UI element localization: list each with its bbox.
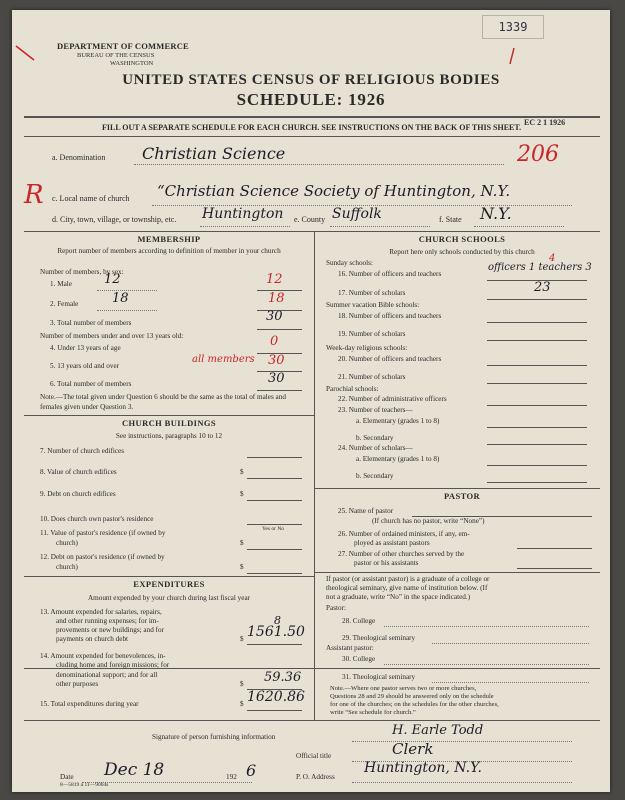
q13-dollar: $ <box>240 635 244 643</box>
total6-label: 6. Total number of members <box>50 380 132 388</box>
church-name-label: c. Local name of church <box>52 194 130 203</box>
pastor-note-line-4: write “See schedule for church.” <box>330 709 416 716</box>
summer-schools-label: Summer vacation Bible schools: <box>326 301 420 309</box>
membership-intro: Report number of members according to definition of member in your church <box>57 247 281 255</box>
bureau-label: BUREAU OF THE CENSUS <box>77 52 155 59</box>
total-members-label: 3. Total number of members <box>50 319 132 327</box>
q11-dollar: $ <box>240 539 244 547</box>
q8-label: 8. Value of church edifices <box>40 468 117 476</box>
assistant-pastor-subhead: Assistant pastor: <box>326 644 374 652</box>
census-schedule-sheet <box>12 10 610 792</box>
form-number: 8—5819 a 11—9064s <box>60 782 109 788</box>
q12-dollar: $ <box>240 563 244 571</box>
q18-label: 18. Number of officers and teachers <box>338 312 442 320</box>
city-town-value: Huntington <box>202 206 284 222</box>
q24-label: 24. Number of scholars— <box>338 444 413 452</box>
q29-label: 29. Theological seminary <box>342 634 416 642</box>
red-r-mark: R <box>24 180 44 210</box>
age-breakdown-label: Number of members under and over 13 years old: <box>40 332 184 340</box>
red-code-number: 206 <box>517 142 559 167</box>
form-title: UNITED STATES CENSUS OF RELIGIOUS BODIES <box>122 72 500 88</box>
official-title-value: Clerk <box>392 740 434 758</box>
pastor-note-line-2: Questions 28 and 29 should be answered only on the schedule <box>330 693 494 700</box>
q28-label: 28. College <box>342 617 376 625</box>
po-address-value: Huntington, N.Y. <box>364 760 482 776</box>
date-value: Dec 18 <box>104 760 165 780</box>
department-label: DEPARTMENT OF COMMERCE <box>57 41 189 51</box>
q19-label: 19. Number of scholars <box>338 330 406 338</box>
yes-no-hint: Yes or No <box>262 526 285 532</box>
q24b-label: b. Secondary <box>356 472 394 480</box>
q13-value: 1561.50 <box>247 624 305 640</box>
membership-note: Note.—The total given under Question 6 should be the same as the total of males and females given under Question 3. <box>40 393 286 411</box>
q14-line-3: denominational support; and for all <box>56 671 158 679</box>
q22-label: 22. Number of administrative officers <box>338 395 447 403</box>
q23-label: 23. Number of teachers— <box>338 406 413 414</box>
q31-label: 31. Theological seminary <box>342 673 416 681</box>
q16-label: 16. Number of officers and teachers <box>338 270 442 278</box>
q14-line-1: 14. Amount expended for benevolences, in- <box>40 652 166 660</box>
q12-label-b: church) <box>56 563 78 571</box>
q25-label: 25. Name of pastor <box>338 507 394 515</box>
female-value: 18 <box>112 291 129 306</box>
q13-line-4: payments on church debt <box>56 635 129 643</box>
male-value: 12 <box>104 272 121 287</box>
male-total: 12 <box>266 272 283 287</box>
under-13-label: 4. Under 13 years of age <box>50 344 121 352</box>
date-label: Date <box>60 773 74 781</box>
q13-line-1: 13. Amount expended for salaries, repairs, <box>40 608 162 616</box>
red-tick-mark <box>506 46 518 71</box>
members-by-sex-label: Number of members, by sex: <box>40 268 124 276</box>
pastor-header: PASTOR <box>443 491 481 501</box>
q23b-label: b. Secondary <box>356 434 394 442</box>
q12-label-a: 12. Debt on pastor's residence (if owned by <box>40 553 165 561</box>
q15-dollar: $ <box>240 700 244 708</box>
q17-value: 23 <box>534 280 551 295</box>
q30-label: 30. College <box>342 655 376 663</box>
q14-line-2: cluding home and foreign missions; for <box>56 661 170 669</box>
sunday-schools-label: Sunday schools: <box>326 259 373 267</box>
q20-label: 20. Number of officers and teachers <box>338 355 442 363</box>
q14-dollar: $ <box>240 680 244 688</box>
q16-mark: 4 <box>549 253 556 264</box>
over-13-value: 30 <box>268 353 285 368</box>
denomination-label: a. Denomination <box>52 153 106 162</box>
under-13-value: 0 <box>270 334 279 349</box>
q14-value: 59.36 <box>264 670 302 685</box>
official-title-label: Official title <box>296 752 332 760</box>
total-members-value: 30 <box>266 309 283 324</box>
parochial-schools-label: Parochial schools: <box>326 385 379 393</box>
county-label: e. County <box>294 215 326 224</box>
q7-label: 7. Number of church edifices <box>40 447 125 455</box>
female-total: 18 <box>268 291 285 306</box>
po-address-label: P. O. Address <box>296 773 335 781</box>
q11-label-b: church) <box>56 539 78 547</box>
q16-value: officers 1 teachers 3 <box>488 262 592 273</box>
red-check-mark <box>12 42 40 69</box>
membership-header: MEMBERSHIP <box>137 234 201 244</box>
female-label: 2. Female <box>50 300 79 308</box>
buildings-intro: See instructions, paragraphs 10 to 12 <box>115 432 223 440</box>
q27-label-a: 27. Number of other churches served by the <box>338 550 465 558</box>
q24a-label: a. Elementary (grades 1 to 8) <box>356 455 440 463</box>
pastor-note-line-3: for one of the churches; on the schedules for the other churches, <box>330 701 499 708</box>
grad-note-line-1: If pastor (or assistant pastor) is a graduate of a college or <box>326 575 490 583</box>
instruction-line: FILL OUT A SEPARATE SCHEDULE FOR EACH CHURCH. SEE INSTRUCTIONS ON THE BACK OF THIS SHEET. <box>102 123 522 132</box>
schools-header: CHURCH SCHOOLS <box>418 234 506 244</box>
state-label: f. State <box>439 215 462 224</box>
expenditures-header: EXPENDITURES <box>133 579 205 589</box>
grad-note-line-3: not a graduate, write “No” in the space indicated.) <box>326 593 471 601</box>
q26-label-b: ployed as assistant pastors <box>354 539 430 547</box>
pastor-subhead: Pastor: <box>326 604 346 612</box>
q15-value: 1620.86 <box>247 689 305 705</box>
over-13-note: all members <box>192 354 255 365</box>
city-town-label: d. City, town, village, or township, etc. <box>52 215 177 224</box>
q9-dollar: $ <box>240 490 244 498</box>
q8-dollar: $ <box>240 468 244 476</box>
year-prefix: 192 <box>226 773 237 781</box>
grad-note-line-2: theological seminary, give name of institution below. (If <box>326 584 488 592</box>
pastor-note-line-1: Note.—Where one pastor serves two or more churches, <box>330 685 477 692</box>
q9-label: 9. Debt on church edifices <box>40 490 116 498</box>
q11-label-a: 11. Value of pastor's residence (if owned by <box>40 529 166 537</box>
male-label: 1. Male <box>50 280 72 288</box>
q13-mark: 8 <box>274 614 281 627</box>
total6-value: 30 <box>268 371 285 386</box>
weekday-schools-label: Week-day religious schools: <box>326 344 408 352</box>
year-suffix: 6 <box>246 761 257 780</box>
denomination-value: Christian Science <box>142 144 286 163</box>
state-value: N.Y. <box>480 204 512 223</box>
church-name-value: “Christian Science Society of Huntington, N.Y. <box>157 182 511 200</box>
q15-label: 15. Total expenditures during year <box>40 700 139 708</box>
schools-intro: Report here only schools conducted by this church <box>389 248 535 256</box>
q26-label-a: 26. Number of ordained ministers, if any, em- <box>338 530 470 538</box>
q14-line-4: other purposes <box>56 680 99 688</box>
signature-label: Signature of person furnishing information <box>152 733 276 741</box>
schedule-title: SCHEDULE: 1926 <box>236 90 386 109</box>
q23a-label: a. Elementary (grades 1 to 8) <box>356 417 440 425</box>
expenditures-intro: Amount expended by your church during last fiscal year <box>87 594 251 602</box>
county-value: Suffolk <box>332 206 382 222</box>
city-label: WASHINGTON <box>110 60 154 67</box>
q13-line-3: provements or new buildings; and for <box>56 626 164 634</box>
q13-line-2: and other running expenses; for im- <box>56 617 159 625</box>
q10-label: 10. Does church own pastor's residence <box>40 515 154 523</box>
buildings-header: CHURCH BUILDINGS <box>121 418 216 428</box>
received-date-stamp: EC 2 1 1926 <box>524 118 566 127</box>
q21-label: 21. Number of scholars <box>338 373 406 381</box>
q17-label: 17. Number of scholars <box>338 289 406 297</box>
signature-value: H. Earle Todd <box>392 723 484 738</box>
schedule-number-stamp: 1339 <box>482 15 544 39</box>
over-13-label: 5. 13 years old and over <box>50 362 120 370</box>
q25-note: (If church has no pastor, write “None”) <box>372 517 485 525</box>
q27-label-b: pastor or his assistants <box>354 559 419 567</box>
